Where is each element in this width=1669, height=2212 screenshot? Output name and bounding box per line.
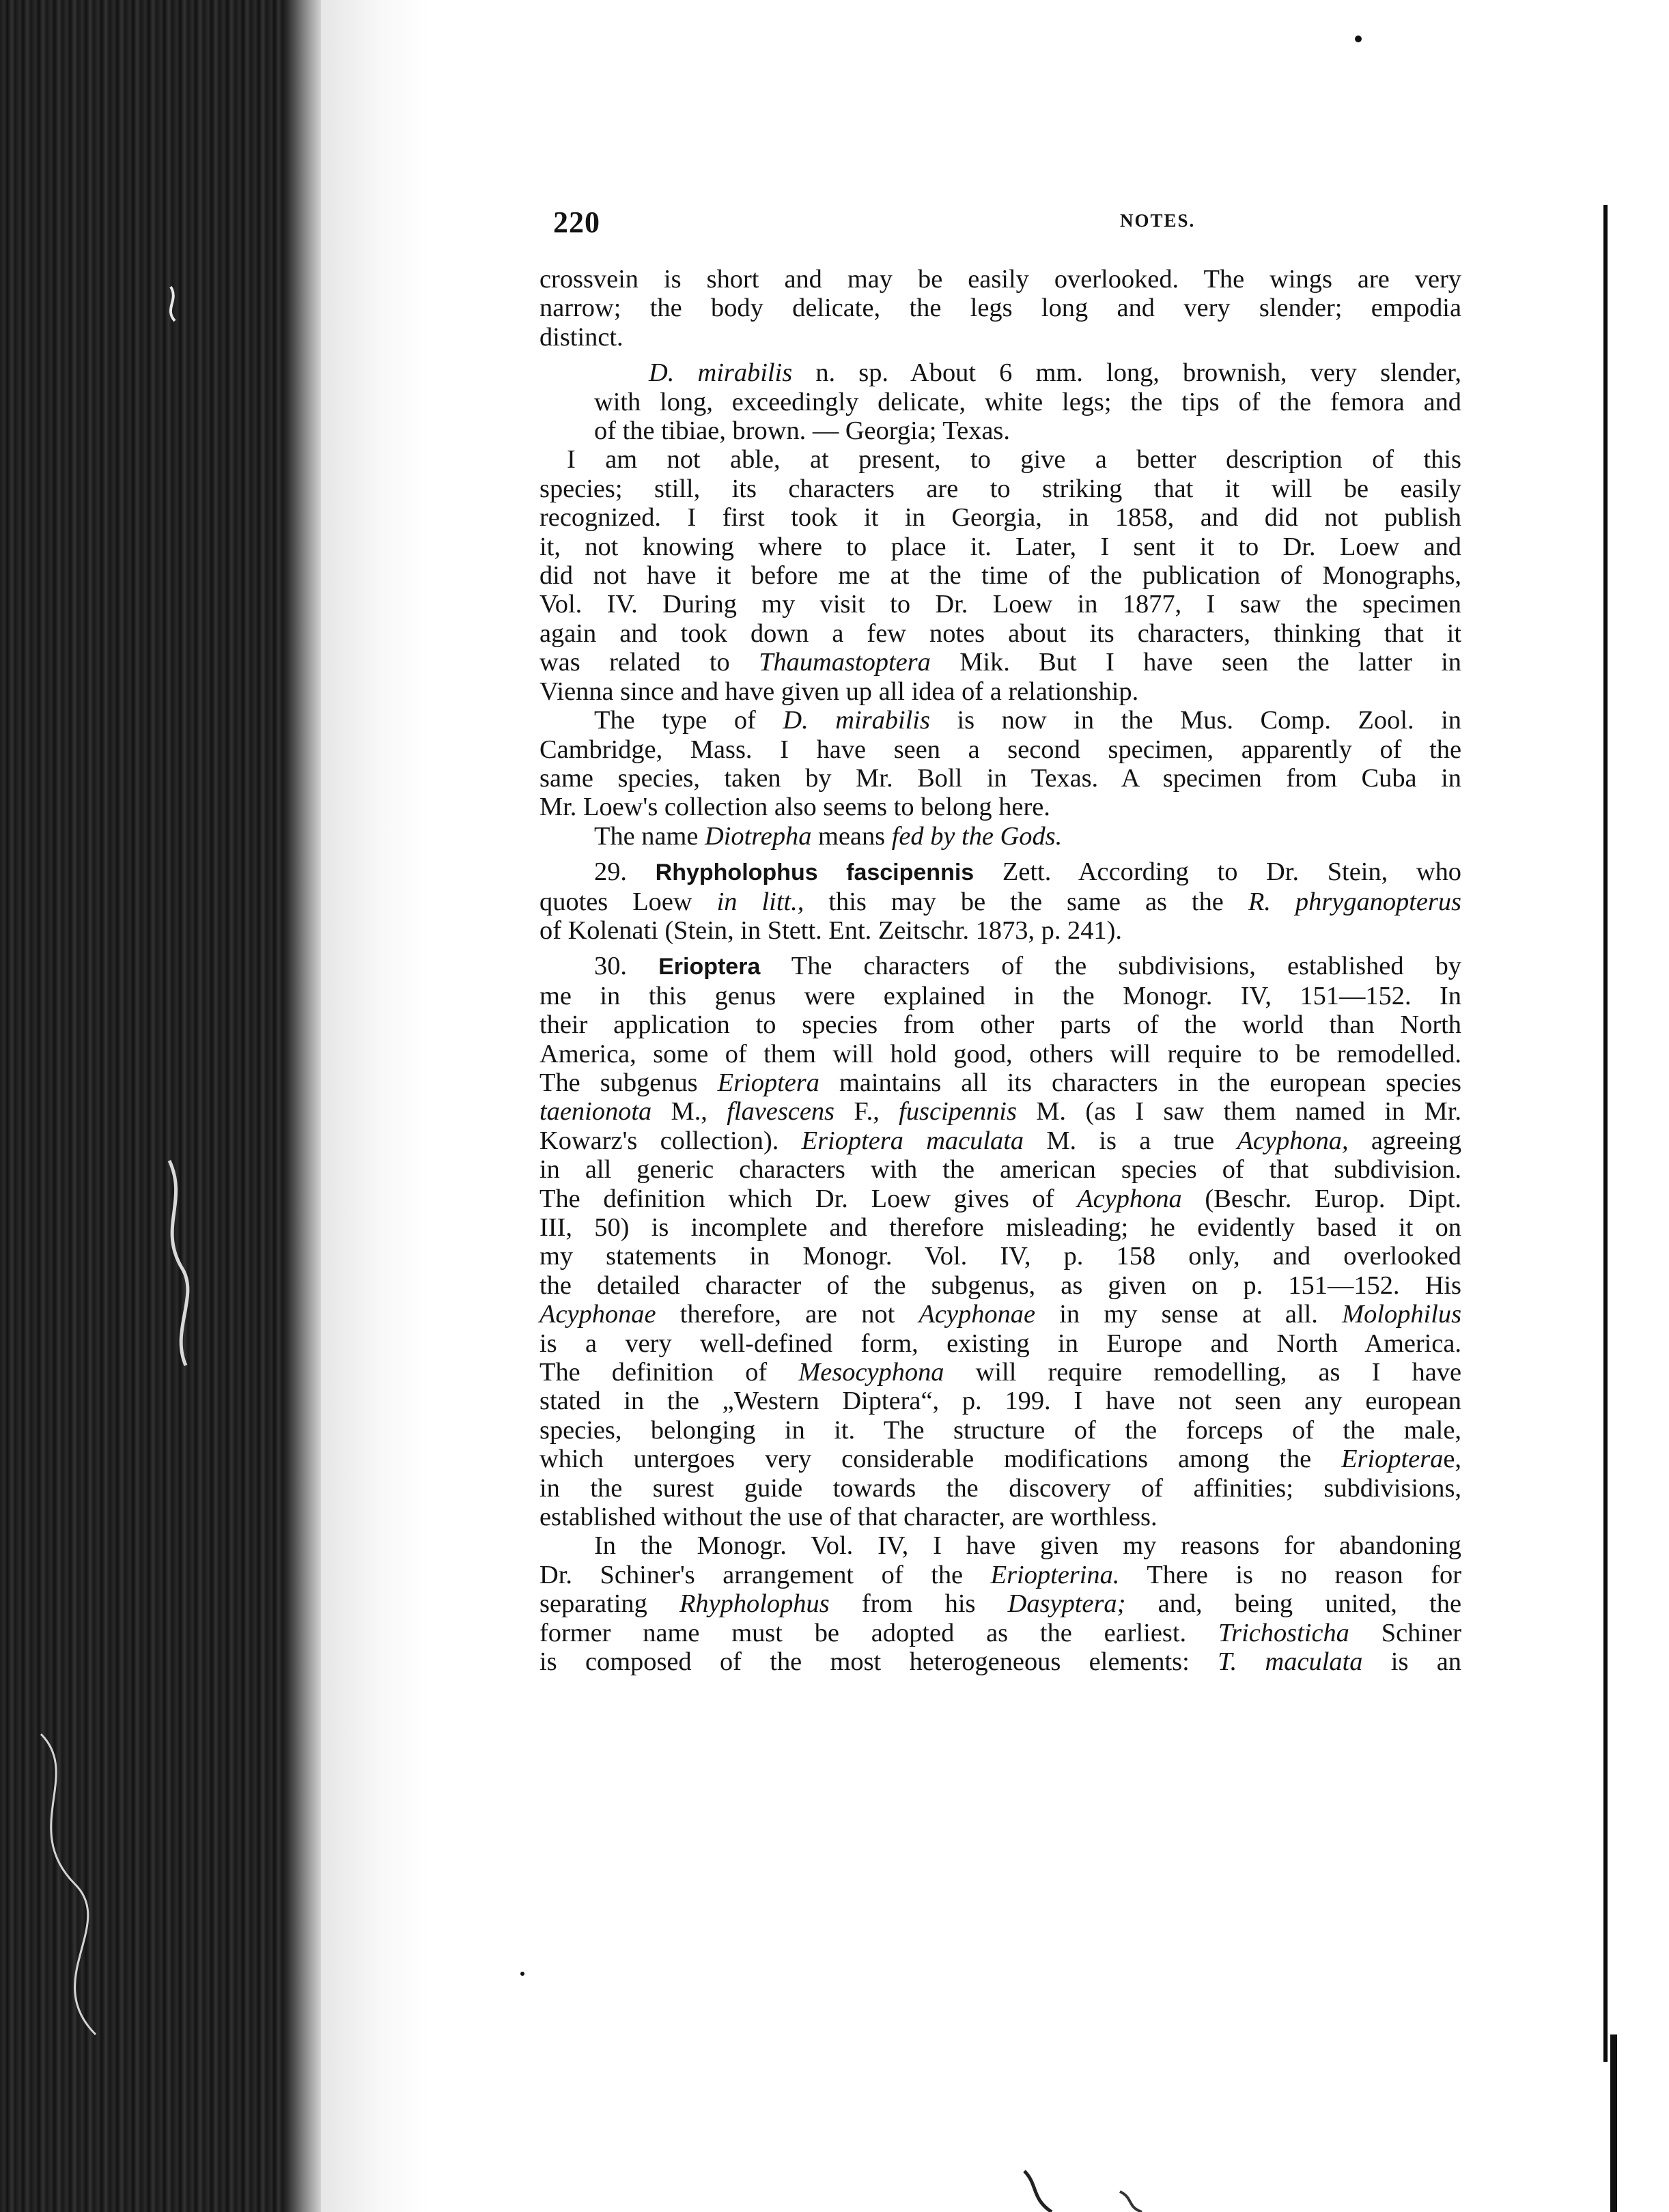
page-number: 220	[553, 205, 600, 239]
text-line: taenionota M., flavescens F., fuscipennis M. (as I saw them named in Mr.	[539, 1097, 1461, 1126]
text-line: species, belonging in it. The structure of the forceps of the male,	[539, 1415, 1461, 1445]
text-line: III, 50) is incomplete and therefore misleading; he evidently based it on	[539, 1213, 1461, 1242]
text-line: quotes Loew in litt., this may be the same as the R. phryganopterus	[539, 887, 1462, 916]
text-line: Mr. Loew's collection also seems to belong here.	[539, 793, 1050, 822]
text-line: The name Diotrepha means fed by the Gods.	[594, 821, 1063, 851]
paragraph	[539, 1531, 1461, 1676]
text-line: I am not able, at present, to give a better description of this	[567, 445, 1461, 474]
text-line: established without the use of that character, are worthless.	[539, 1503, 1158, 1532]
paragraph	[539, 822, 1461, 851]
text-line: stated in the „Western Diptera“, p. 199. I have not seen any european	[539, 1387, 1461, 1416]
text-line: it, not knowing where to place it. Later, I sent it to Dr. Loew and	[539, 532, 1461, 561]
text-line: me in this genus were explained in the Monogr. IV, 151—152. In	[539, 981, 1461, 1010]
text-line: distinct.	[539, 322, 623, 352]
text-line: same species, taken by Mr. Boll in Texas. A specimen from Cuba in	[539, 763, 1461, 793]
text-line: with long, exceedingly delicate, white legs; the tips of the femora and	[594, 387, 1461, 416]
paragraph	[539, 265, 1461, 352]
text-line: Dr. Schiner's arrangement of the Eriopterina. There is no reason for	[539, 1560, 1461, 1589]
paragraph	[539, 358, 1461, 445]
paragraph	[539, 445, 1461, 706]
text-line: which untergoes very considerable modifications among the Eriopterae,	[539, 1445, 1461, 1474]
text-line: species; still, its characters are to striking that it will be easily	[539, 474, 1461, 503]
paragraph	[539, 857, 1461, 945]
text-line: The subgenus Erioptera maintains all its characters in the european species	[539, 1068, 1461, 1097]
running-head: NOTES.	[1120, 210, 1196, 231]
text-line: Cambridge, Mass. I have seen a second specimen, apparently of the	[539, 735, 1461, 764]
text-line: separating Rhypholophus from his Dasyptera; and, being united, the	[539, 1589, 1461, 1619]
body-text	[539, 265, 1461, 1677]
text-line: the detailed character of the subgenus, as given on p. 151—152. His	[539, 1271, 1461, 1300]
text-line: D. mirabilis n. sp. About 6 mm. long, brownish, very slender,	[649, 358, 1461, 388]
text-line: The type of D. mirabilis is now in the Mus. Comp. Zool. in	[594, 706, 1461, 735]
text-line: former name must be adopted as the earliest. Trichosticha Schiner	[539, 1618, 1461, 1647]
text-line: In the Monogr. Vol. IV, I have given my reasons for abandoning	[594, 1531, 1461, 1561]
text-line: 29. Rhypholophus fascipennis Zett. According to Dr. Stein, who	[594, 857, 1461, 887]
text-line: narrow; the body delicate, the legs long and very slender; empodia	[539, 294, 1461, 323]
text-line: my statements in Monogr. Vol. IV, p. 158 only, and overlooked	[539, 1242, 1461, 1271]
text-line: is composed of the most heterogeneous elements: T. maculata is an	[539, 1647, 1461, 1677]
text-line: is a very well-defined form, existing in Europe and North America.	[539, 1329, 1461, 1358]
paragraph	[539, 952, 1461, 1531]
text-line: Vol. IV. During my visit to Dr. Loew in 1877, I saw the specimen	[539, 590, 1461, 619]
text-line: was related to Thaumastoptera Mik. But I have seen the latter in	[539, 648, 1461, 677]
text-line: again and took down a few notes about its characters, thinking that it	[539, 619, 1461, 648]
paragraph	[539, 706, 1461, 822]
text-line: The definition which Dr. Loew gives of Acyphona (Beschr. Europ. Dipt.	[539, 1184, 1462, 1213]
text-line: 30. Erioptera The characters of the subdivisions, established by	[594, 952, 1462, 981]
text-line: in the surest guide towards the discovery of affinities; subdivisions,	[539, 1473, 1461, 1503]
text-line: Kowarz's collection). Erioptera maculata M. is a true Acyphona, agreeing	[539, 1126, 1462, 1155]
text-line: of the tibiae, brown. — Georgia; Texas.	[594, 416, 1010, 446]
page-header	[546, 205, 1468, 246]
text-line: The definition of Mesocyphona will require remodelling, as I have	[539, 1358, 1461, 1387]
text-line: Acyphonae therefore, are not Acyphonae in my sense at all. Molophilus	[539, 1300, 1462, 1329]
text-line: crossvein is short and may be easily overlooked. The wings are very	[539, 265, 1461, 294]
text-line: America, some of them will hold good, others will require to be remodelled.	[539, 1039, 1461, 1068]
text-line: in all generic characters with the american species of that subdivision.	[539, 1155, 1461, 1185]
text-line: did not have it before me at the time of the publication of Monographs,	[539, 561, 1461, 591]
text-line: Vienna since and have given up all idea of a relationship.	[539, 677, 1139, 706]
text-line: of Kolenati (Stein, in Stett. Ent. Zeitschr. 1873, p. 241).	[539, 916, 1123, 945]
text-line: recognized. I first took it in Georgia, in 1858, and did not publish	[539, 503, 1461, 533]
text-line: their application to species from other parts of the world than North	[539, 1010, 1461, 1040]
